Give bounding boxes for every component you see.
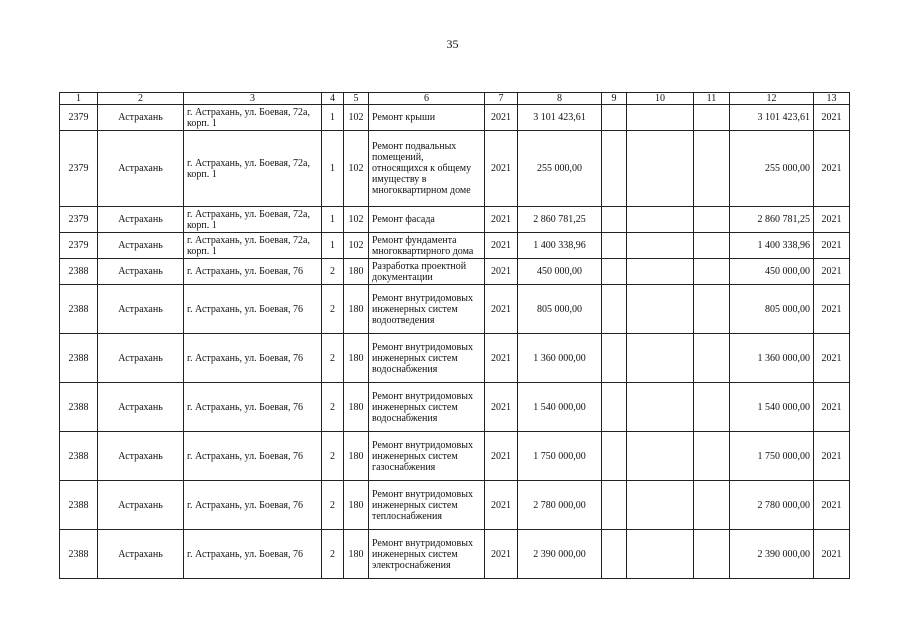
cell-year: 2021 <box>485 432 518 481</box>
cell-col9 <box>602 131 627 207</box>
cell-reg-number: 2388 <box>60 481 98 530</box>
cell-municipality: Астрахань <box>98 233 184 259</box>
cell-completion-year: 2021 <box>814 383 850 432</box>
cell-block: 1 <box>322 207 344 233</box>
cell-address: г. Астрахань, ул. Боевая, 76 <box>184 285 322 334</box>
cell-address: г. Астрахань, ул. Боевая, 76 <box>184 334 322 383</box>
cell-total-amount: 450 000,00 <box>730 259 814 285</box>
cell-col9 <box>602 105 627 131</box>
table-row <box>60 285 850 334</box>
column-header: 2 <box>98 93 184 105</box>
cell-total-amount: 1 400 338,96 <box>730 233 814 259</box>
cell-col10 <box>627 432 694 481</box>
cell-total-amount: 2 780 000,00 <box>730 481 814 530</box>
column-header: 3 <box>184 93 322 105</box>
cell-completion-year: 2021 <box>814 334 850 383</box>
cell-total-amount: 1 360 000,00 <box>730 334 814 383</box>
cell-year: 2021 <box>485 207 518 233</box>
cell-year: 2021 <box>485 383 518 432</box>
cell-block: 1 <box>322 105 344 131</box>
cell-reg-number: 2388 <box>60 285 98 334</box>
cell-reg-number: 2379 <box>60 131 98 207</box>
cell-house-number: 180 <box>344 432 369 481</box>
table-row <box>60 233 850 259</box>
cell-block: 1 <box>322 233 344 259</box>
cell-year: 2021 <box>485 131 518 207</box>
table-row <box>60 530 850 579</box>
cell-house-number: 180 <box>344 530 369 579</box>
cell-amount: 1 400 338,96 <box>518 233 602 259</box>
cell-work-type: Ремонт фундамента многоквартирного дома <box>369 233 485 259</box>
cell-house-number: 102 <box>344 207 369 233</box>
cell-municipality: Астрахань <box>98 334 184 383</box>
cell-amount: 1 750 000,00 <box>518 432 602 481</box>
column-header: 11 <box>694 93 730 105</box>
cell-col11 <box>694 481 730 530</box>
cell-completion-year: 2021 <box>814 233 850 259</box>
cell-block: 2 <box>322 285 344 334</box>
column-header: 9 <box>602 93 627 105</box>
column-header: 8 <box>518 93 602 105</box>
cell-total-amount: 255 000,00 <box>730 131 814 207</box>
cell-col11 <box>694 131 730 207</box>
cell-reg-number: 2388 <box>60 432 98 481</box>
cell-year: 2021 <box>485 481 518 530</box>
cell-municipality: Астрахань <box>98 285 184 334</box>
registry-table <box>59 92 850 579</box>
cell-total-amount: 1 540 000,00 <box>730 383 814 432</box>
cell-col9 <box>602 285 627 334</box>
cell-work-type: Ремонт внутридомовых инженерных систем теплоснабжения <box>369 481 485 530</box>
table-row <box>60 383 850 432</box>
cell-col11 <box>694 530 730 579</box>
cell-municipality: Астрахань <box>98 530 184 579</box>
cell-completion-year: 2021 <box>814 285 850 334</box>
cell-col10 <box>627 530 694 579</box>
cell-col11 <box>694 285 730 334</box>
cell-address: г. Астрахань, ул. Боевая, 72а, корп. 1 <box>184 207 322 233</box>
cell-work-type: Ремонт внутридомовых инженерных систем водоснабжения <box>369 383 485 432</box>
cell-col11 <box>694 383 730 432</box>
cell-amount: 805 000,00 <box>518 285 602 334</box>
cell-reg-number: 2379 <box>60 233 98 259</box>
cell-address: г. Астрахань, ул. Боевая, 76 <box>184 383 322 432</box>
cell-col9 <box>602 432 627 481</box>
cell-reg-number: 2379 <box>60 105 98 131</box>
cell-house-number: 102 <box>344 131 369 207</box>
cell-municipality: Астрахань <box>98 207 184 233</box>
cell-col10 <box>627 481 694 530</box>
column-header: 5 <box>344 93 369 105</box>
cell-col11 <box>694 233 730 259</box>
cell-municipality: Астрахань <box>98 432 184 481</box>
cell-completion-year: 2021 <box>814 481 850 530</box>
table-body <box>60 105 850 579</box>
cell-col9 <box>602 233 627 259</box>
cell-house-number: 180 <box>344 383 369 432</box>
cell-total-amount: 3 101 423,61 <box>730 105 814 131</box>
cell-amount: 2 780 000,00 <box>518 481 602 530</box>
cell-block: 1 <box>322 131 344 207</box>
cell-address: г. Астрахань, ул. Боевая, 72а, корп. 1 <box>184 233 322 259</box>
cell-year: 2021 <box>485 334 518 383</box>
cell-work-type: Ремонт подвальных помещений, относящихся к общему имуществу в многоквартирном доме <box>369 131 485 207</box>
cell-col10 <box>627 259 694 285</box>
cell-municipality: Астрахань <box>98 105 184 131</box>
cell-reg-number: 2379 <box>60 207 98 233</box>
cell-amount: 1 360 000,00 <box>518 334 602 383</box>
cell-col11 <box>694 105 730 131</box>
cell-block: 2 <box>322 334 344 383</box>
cell-completion-year: 2021 <box>814 131 850 207</box>
cell-completion-year: 2021 <box>814 105 850 131</box>
cell-col9 <box>602 481 627 530</box>
cell-house-number: 180 <box>344 481 369 530</box>
table-header <box>60 93 850 105</box>
cell-work-type: Разработка проектной документации <box>369 259 485 285</box>
cell-block: 2 <box>322 383 344 432</box>
cell-house-number: 180 <box>344 285 369 334</box>
cell-reg-number: 2388 <box>60 530 98 579</box>
cell-block: 2 <box>322 432 344 481</box>
table-row <box>60 207 850 233</box>
cell-amount: 255 000,00 <box>518 131 602 207</box>
cell-col10 <box>627 207 694 233</box>
cell-reg-number: 2388 <box>60 334 98 383</box>
cell-col9 <box>602 383 627 432</box>
cell-block: 2 <box>322 530 344 579</box>
cell-municipality: Астрахань <box>98 383 184 432</box>
table-row <box>60 432 850 481</box>
cell-address: г. Астрахань, ул. Боевая, 76 <box>184 530 322 579</box>
column-header: 6 <box>369 93 485 105</box>
cell-house-number: 102 <box>344 233 369 259</box>
cell-address: г. Астрахань, ул. Боевая, 76 <box>184 481 322 530</box>
cell-completion-year: 2021 <box>814 530 850 579</box>
cell-total-amount: 805 000,00 <box>730 285 814 334</box>
table-row <box>60 105 850 131</box>
table-row <box>60 131 850 207</box>
cell-work-type: Ремонт внутридомовых инженерных систем газоснабжения <box>369 432 485 481</box>
table-row <box>60 259 850 285</box>
cell-completion-year: 2021 <box>814 432 850 481</box>
cell-amount: 450 000,00 <box>518 259 602 285</box>
cell-col11 <box>694 207 730 233</box>
cell-total-amount: 1 750 000,00 <box>730 432 814 481</box>
cell-work-type: Ремонт фасада <box>369 207 485 233</box>
cell-amount: 1 540 000,00 <box>518 383 602 432</box>
cell-col10 <box>627 383 694 432</box>
cell-year: 2021 <box>485 105 518 131</box>
cell-address: г. Астрахань, ул. Боевая, 76 <box>184 259 322 285</box>
column-header: 4 <box>322 93 344 105</box>
cell-block: 2 <box>322 481 344 530</box>
cell-address: г. Астрахань, ул. Боевая, 72а, корп. 1 <box>184 131 322 207</box>
cell-work-type: Ремонт крыши <box>369 105 485 131</box>
table-row <box>60 481 850 530</box>
cell-col9 <box>602 334 627 383</box>
cell-house-number: 180 <box>344 259 369 285</box>
cell-col11 <box>694 259 730 285</box>
cell-address: г. Астрахань, ул. Боевая, 72а, корп. 1 <box>184 105 322 131</box>
cell-col10 <box>627 334 694 383</box>
cell-house-number: 102 <box>344 105 369 131</box>
cell-block: 2 <box>322 259 344 285</box>
cell-col10 <box>627 105 694 131</box>
cell-col11 <box>694 432 730 481</box>
cell-col9 <box>602 530 627 579</box>
cell-reg-number: 2388 <box>60 383 98 432</box>
cell-work-type: Ремонт внутридомовых инженерных систем электроснабжения <box>369 530 485 579</box>
cell-address: г. Астрахань, ул. Боевая, 76 <box>184 432 322 481</box>
cell-work-type: Ремонт внутридомовых инженерных систем водоотведения <box>369 285 485 334</box>
column-header: 7 <box>485 93 518 105</box>
column-header: 10 <box>627 93 694 105</box>
cell-total-amount: 2 390 000,00 <box>730 530 814 579</box>
cell-year: 2021 <box>485 285 518 334</box>
cell-reg-number: 2388 <box>60 259 98 285</box>
cell-col9 <box>602 259 627 285</box>
cell-amount: 2 390 000,00 <box>518 530 602 579</box>
cell-col11 <box>694 334 730 383</box>
column-header: 12 <box>730 93 814 105</box>
column-header: 1 <box>60 93 98 105</box>
cell-municipality: Астрахань <box>98 131 184 207</box>
cell-col9 <box>602 207 627 233</box>
cell-amount: 3 101 423,61 <box>518 105 602 131</box>
cell-year: 2021 <box>485 233 518 259</box>
cell-municipality: Астрахань <box>98 259 184 285</box>
cell-completion-year: 2021 <box>814 207 850 233</box>
cell-work-type: Ремонт внутридомовых инженерных систем водоснабжения <box>369 334 485 383</box>
cell-completion-year: 2021 <box>814 259 850 285</box>
header-row <box>60 93 850 105</box>
cell-house-number: 180 <box>344 334 369 383</box>
column-header: 13 <box>814 93 850 105</box>
page-number: 35 <box>446 37 459 51</box>
cell-year: 2021 <box>485 530 518 579</box>
cell-total-amount: 2 860 781,25 <box>730 207 814 233</box>
table-row <box>60 334 850 383</box>
cell-col10 <box>627 233 694 259</box>
cell-amount: 2 860 781,25 <box>518 207 602 233</box>
cell-municipality: Астрахань <box>98 481 184 530</box>
cell-col10 <box>627 131 694 207</box>
cell-col10 <box>627 285 694 334</box>
cell-year: 2021 <box>485 259 518 285</box>
